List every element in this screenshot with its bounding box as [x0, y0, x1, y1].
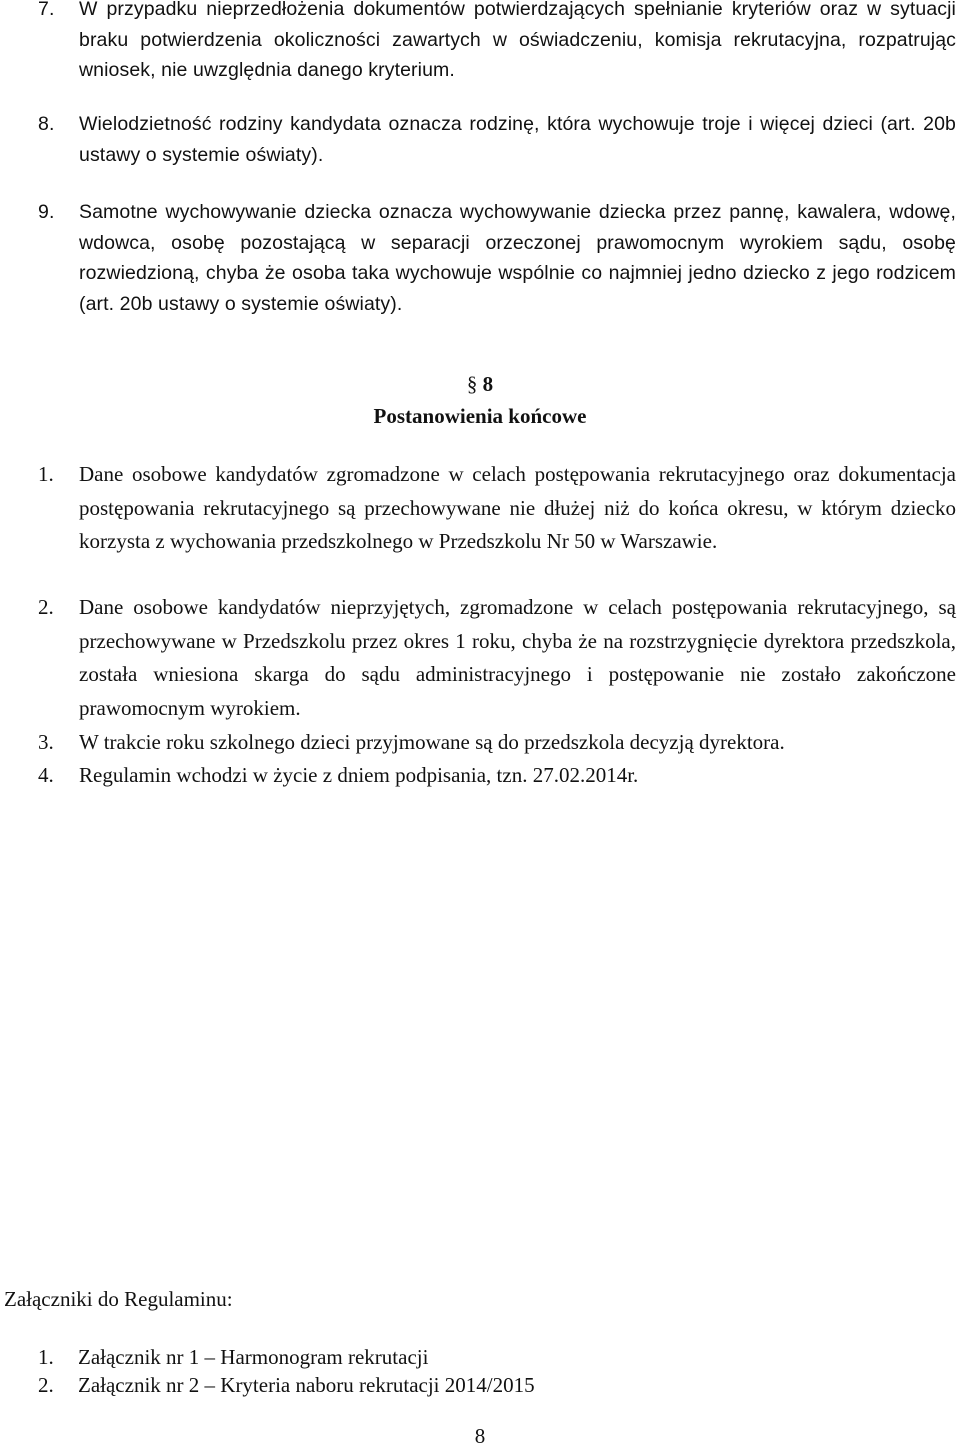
list-item: [38, 458, 956, 559]
list-item-text: Wielodzietność rodziny kandydata oznacza rodzinę, która wychowuje troje i więcej dzieci (art. 20b ustawy o systemie oświaty).: [79, 113, 956, 166]
list-item: [38, 0, 956, 86]
attachment-text: Załącznik nr 1 – Harmonogram rekrutacji: [78, 1345, 429, 1369]
list-item-number: 4.: [38, 763, 54, 787]
page-number: 8: [474, 1424, 486, 1448]
list-item-number: 2.: [38, 595, 54, 619]
list-item-number: 8.: [38, 113, 55, 135]
list-item-text: Dane osobowe kandydatów zgromadzone w celach postępowania rekrutacyjnego oraz dokumentacja postępowania rekrutacyjnego są przechowywane nie dłużej niż do końca okresu, w którym dziecko korzysta z wychowania przedszkolnego w Przedszkolu Nr 50 w Warszawie.: [79, 462, 956, 553]
list-item-number: 3.: [38, 730, 54, 754]
list-item-text: W przypadku nieprzedłożenia dokumentów potwierdzających spełnianie kryteriów oraz w sytuacji braku potwierdzenia okoliczności zawartych w oświadczeniu, komisja rekrutacyjna, rozpatrując wniosek, nie uwzględnia danego kryterium.: [79, 0, 956, 81]
list-item: [38, 591, 956, 725]
attachment-item: [38, 1345, 428, 1370]
list-item: [38, 726, 956, 760]
list-item-number: 7.: [38, 0, 55, 20]
section-symbol: §: [466, 372, 478, 396]
section-title: Postanowienia końcowe: [373, 404, 587, 428]
attachments-title: Załączniki do Regulaminu:: [4, 1287, 233, 1311]
list-item: [38, 759, 956, 793]
list-item: [38, 109, 956, 170]
list-item-text: Samotne wychowywanie dziecka oznacza wychowywanie dziecka przez pannę, kawalera, wdowę, wdowca, osobę pozostającą w separacji orzeczonej prawomocnym wyrokiem sądu, osobę rozwiedzioną, chyba że osoba taka wychowuje wspólnie co najmniej jedno dziecko z jego rodzicem (art. 20b ustawy o systemie oświaty).: [79, 201, 956, 315]
list-item: [38, 197, 956, 319]
attachment-number: 1.: [38, 1345, 54, 1369]
list-item-number: 9.: [38, 201, 55, 223]
list-item-text: Dane osobowe kandydatów nieprzyjętych, zgromadzone w celach postępowania rekrutacyjnego, są przechowywane w Przedszkolu przez okres 1 roku, chyba że na rozstrzygnięcie dyrektora przedszkola, została wniesiona skarga do sądu administracyjnego i postępowanie nie zostało zakończone prawomocnym wyrokiem.: [79, 595, 956, 720]
list-item-number: 1.: [38, 462, 54, 486]
section-number-value: 8: [482, 372, 494, 396]
list-item-text: Regulamin wchodzi w życie z dniem podpisania, tzn. 27.02.2014r.: [79, 763, 639, 787]
attachment-number: 2.: [38, 1373, 54, 1397]
attachment-text: Załącznik nr 2 – Kryteria naboru rekrutacji 2014/2015: [78, 1373, 535, 1397]
attachment-item: [38, 1373, 535, 1398]
list-item-text: W trakcie roku szkolnego dzieci przyjmowane są do przedszkola decyzją dyrektora.: [79, 730, 785, 754]
section-number: [0, 372, 960, 397]
